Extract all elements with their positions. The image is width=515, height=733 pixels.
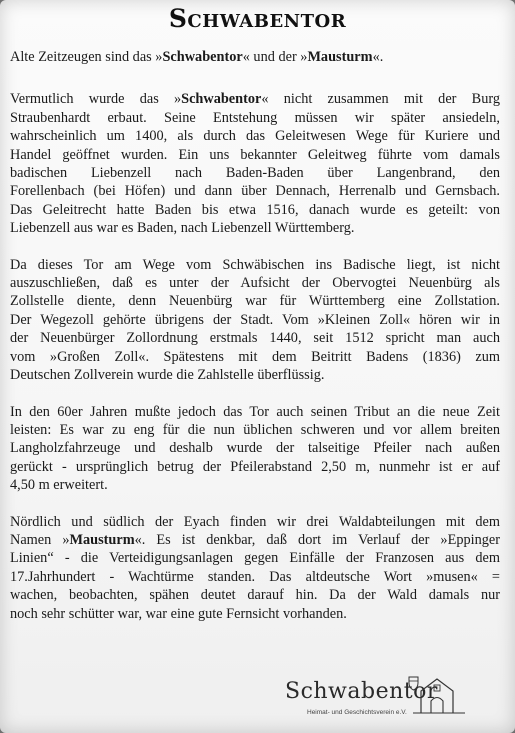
text-line: Nördlich und südlich der Eyach finden wir drei Waldabteilungen mit dem <box>10 513 500 530</box>
text-line: noch sehr schütter war, war eine gute Fernsicht vorhanden. <box>10 605 347 622</box>
paragraph-4 <box>10 513 500 623</box>
text-line: der Neuenbürger Zollordnung erstmals 1440, seit 1512 spricht man auch <box>10 330 500 347</box>
text-line: Forellenbach (bei Höfen) und dann über Dennach, Herrenalb und Gernsbach. <box>10 183 500 200</box>
paragraph-2 <box>10 256 500 385</box>
intro-paragraph <box>10 48 500 66</box>
text-line: Handel geöffnet wurden. Ein uns bekannter Geleitweg führte vom damals <box>10 146 500 163</box>
text-line: Langholzfahrzeuge und deshalb wurde der talseitige Pfeiler nach außen <box>10 440 500 457</box>
text-line: Linien“ - die Verteidigungsanlagen gegen Einfälle der Franzosen aus dem <box>10 550 500 567</box>
text-line: badischen Liebenzell nach Baden-Baden über Langenbrand, den <box>10 165 500 182</box>
text-line: leisten: Es war zu eng für die nun üblichen schweren und vor allem breiten <box>10 421 500 438</box>
intro-text: « und der » <box>242 49 308 65</box>
logo-name: Schwabentor <box>285 679 438 704</box>
text-line: wahrscheinlich um 1400, als durch das Geleitwesen Wege für Kuriere und <box>10 128 500 145</box>
text-line: Straubenhardt erbaut. Seine Entstehung müssen wir später ansiedeln, <box>10 109 500 126</box>
text-span: Namen » <box>10 531 70 548</box>
text-line <box>10 531 500 549</box>
intro-text: «. <box>372 49 384 65</box>
text-line: gerückt - ursprünglich betrug der Pfeilerabstand 2,50 m, nunmehr ist er auf <box>10 458 500 475</box>
intro-bold-mausturm: Mausturm <box>307 49 373 65</box>
text-line: Liebenzell aus war es Baden, nach Liebenzell Württemberg. <box>10 220 355 237</box>
text-line: Da dieses Tor am Wege vom Schwäbischen ins Badische liegt, ist nicht <box>10 256 500 273</box>
text-line: 17.Jahrhundert - Wachtürme standen. Das altdeutsche Wort »musen« = <box>10 568 500 585</box>
paragraph-3 <box>10 403 500 495</box>
intro-text: Alte Zeitzeugen sind das » <box>10 49 163 65</box>
bold-schwabentor: Schwabentor <box>181 91 262 108</box>
text-line: Zollstelle diente, denn Neuenbürg war für Württemberg eine Zollstation. <box>10 293 500 310</box>
text-span: Vermutlich wurde das » <box>10 91 182 108</box>
text-span: « nicht zusammen mit der Burg <box>261 91 500 108</box>
sign-text <box>10 48 500 641</box>
text-line: auszuschließen, daß es unter der Aufsicht der Obervogtei Neuenbürg als <box>10 275 500 292</box>
text-line: Der Wegezoll gehörte übrigens der Stadt. Vom »Kleinen Zoll« hören wir in <box>10 311 500 328</box>
logo-subtitle: Heimat- und Geschichtsverein e.V. <box>307 709 407 716</box>
society-logo <box>285 679 505 727</box>
intro-line <box>10 48 500 66</box>
text-line: Das Geleitrecht hatte Baden bis etwa 1516, danach wurde es geteilt: von <box>10 201 500 218</box>
paragraph-1 <box>10 90 500 237</box>
text-line: In den 60er Jahren mußte jedoch das Tor auch seinen Tribut an die neue Zeit <box>10 403 500 420</box>
page-title: Schwabentor <box>168 4 347 33</box>
text-line: Deutschen Zollverein wurde die Zahlstelle überflüssig. <box>10 367 325 384</box>
text-line: vom »Großen Zoll«. Spätestens mit dem Beitritt Badens (1836) zum <box>10 348 500 365</box>
intro-bold-schwabentor: Schwabentor <box>162 49 243 65</box>
text-line: 4,50 m erweitert. <box>10 477 108 494</box>
gate-tower-icon <box>403 673 503 717</box>
text-line <box>10 90 500 108</box>
text-line: wachen, beobachten, spähen deutet darauf hin. Da der Wald damals nur <box>10 587 500 604</box>
text-span: «. Es ist denkbar, daß dort im Verlauf der »Eppinger <box>134 531 500 548</box>
bold-mausturm: Mausturm <box>69 531 135 548</box>
